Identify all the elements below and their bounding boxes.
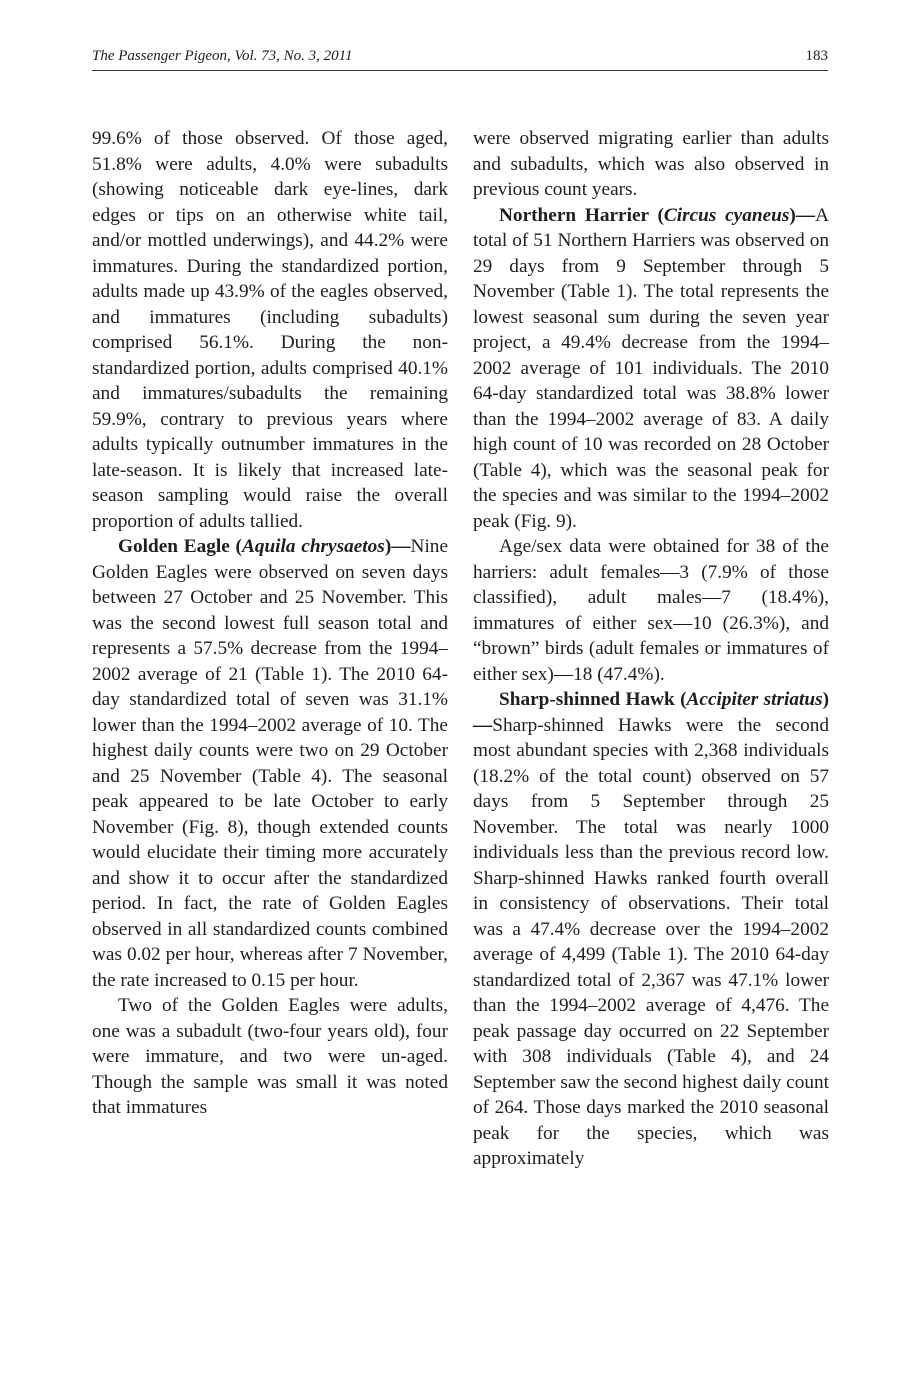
paragraph-body: Nine Golden Eagles were observed on seven days between 27 October and 25 November. This was the second lowest full season total and represents a 57.5% decrease from the 1994–2002 average of 21 (Table 1). The 2010 64-day standardized total of seven was 31.1% lower than the 1994–2002 average of 10. The highest daily counts were two on 29 October and 25 November (Table 4). The seasonal peak appeared to be late October to early November (Fig. 8), though extended counts would elucidate their timing more accurately and show it to occur after the standardized period. In fact, the rate of Golden Eagles observed in all standardized counts combined was 0.02 per hour, whereas after 7 November, the rate increased to 0.15 per hour.	[92, 536, 448, 991]
right-column	[473, 126, 829, 1172]
journal-citation: The Passenger Pigeon, Vol. 73, No. 3, 2011	[92, 48, 353, 64]
species-latin-name: Circus cyaneus	[663, 204, 790, 226]
paragraph-northern-harrier	[473, 203, 829, 535]
paragraph-sharp-shinned-hawk	[473, 687, 829, 1172]
species-latin-name: Accipiter striatus	[686, 689, 823, 710]
paragraph-golden-eagle	[92, 534, 448, 993]
running-head	[92, 48, 828, 71]
paragraph-harrier-age-sex: Age/sex data were obtained for 38 of the harriers: adult females—3 (7.9% of those classified), adult males—7 (18.4%), immatures of either sex—10 (26.3%), and “brown” birds (adult females or immatures of either sex)—18 (47.4%).	[473, 536, 829, 685]
paragraph-body: Sharp-shinned Hawks were the second most abundant species with 2,368 individuals (18.2% of the total count) observed on 57 days from 5 September through 25 November. The total was nearly 1000 individuals less than the previous record low. Sharp-shinned Hawks ranked fourth overall in consistency of observations. Their total was a 47.4% decrease over the 1994–2002 average of 4,499 (Table 1). The 2010 64-day standardized total of 2,367 was 47.1% lower than the 1994–2002 average of 4,476. The peak passage day occurred on 22 September with 308 individuals (Table 4), and 24 September saw the second highest daily count of 264. Those days marked the 2010 seasonal peak for the species, which was approximately	[473, 714, 829, 1169]
species-latin-name: Aquila chrysaetos	[241, 536, 385, 557]
paragraph-continuation: were observed migrating earlier than adults and subadults, which was also observed in previous count years.	[473, 128, 829, 200]
species-heading-sharp-shinned-hawk: Sharp-shinned Hawk (Accipiter striatus)—	[473, 689, 830, 736]
page-number: 183	[805, 48, 828, 64]
species-heading-golden-eagle: Golden Eagle (Aquila chrysaetos)—	[118, 536, 411, 557]
paragraph-bald-eagle-age: 99.6% of those observed. Of those aged, 51.8% were adults, 4.0% were subadults (showing noticeable dark eye-lines, dark edges or tips on an otherwise white tail, and/or mottled underwings), and 44.2% were immatures. During the standardized portion, adults made up 43.9% of the eagles observed, and immatures (including subadults) comprised 56.1%. During the non-standardized portion, adults comprised 40.1% and immatures/subadults the remaining 59.9%, contrary to previous years where adults typically outnumber immatures in the late-season. It is likely that increased late-season sampling would raise the overall proportion of adults tallied.	[92, 128, 448, 532]
paragraph-body: A total of 51 Northern Harriers was observed on 29 days from 9 September through 5 November (Table 1). The total represents the lowest seasonal sum during the seven year project, a 49.4% decrease from the 1994–2002 average of 101 individuals. The 2010 64-day standardized total was 38.8% lower than the 1994–2002 average of 83. A daily high count of 10 was recorded on 28 October (Table 4), which was the seasonal peak for the species and was similar to the 1994–2002 peak (Fig. 9).	[473, 204, 829, 532]
species-heading-northern-harrier: Northern Harrier (Circus cyaneus)—	[499, 204, 816, 226]
left-column	[92, 126, 448, 1121]
paragraph-golden-eagle-age: Two of the Golden Eagles were adults, one was a subadult (two-four years old), four were immature, and two were un-aged. Though the sample was small it was noted that immatures	[92, 995, 448, 1118]
